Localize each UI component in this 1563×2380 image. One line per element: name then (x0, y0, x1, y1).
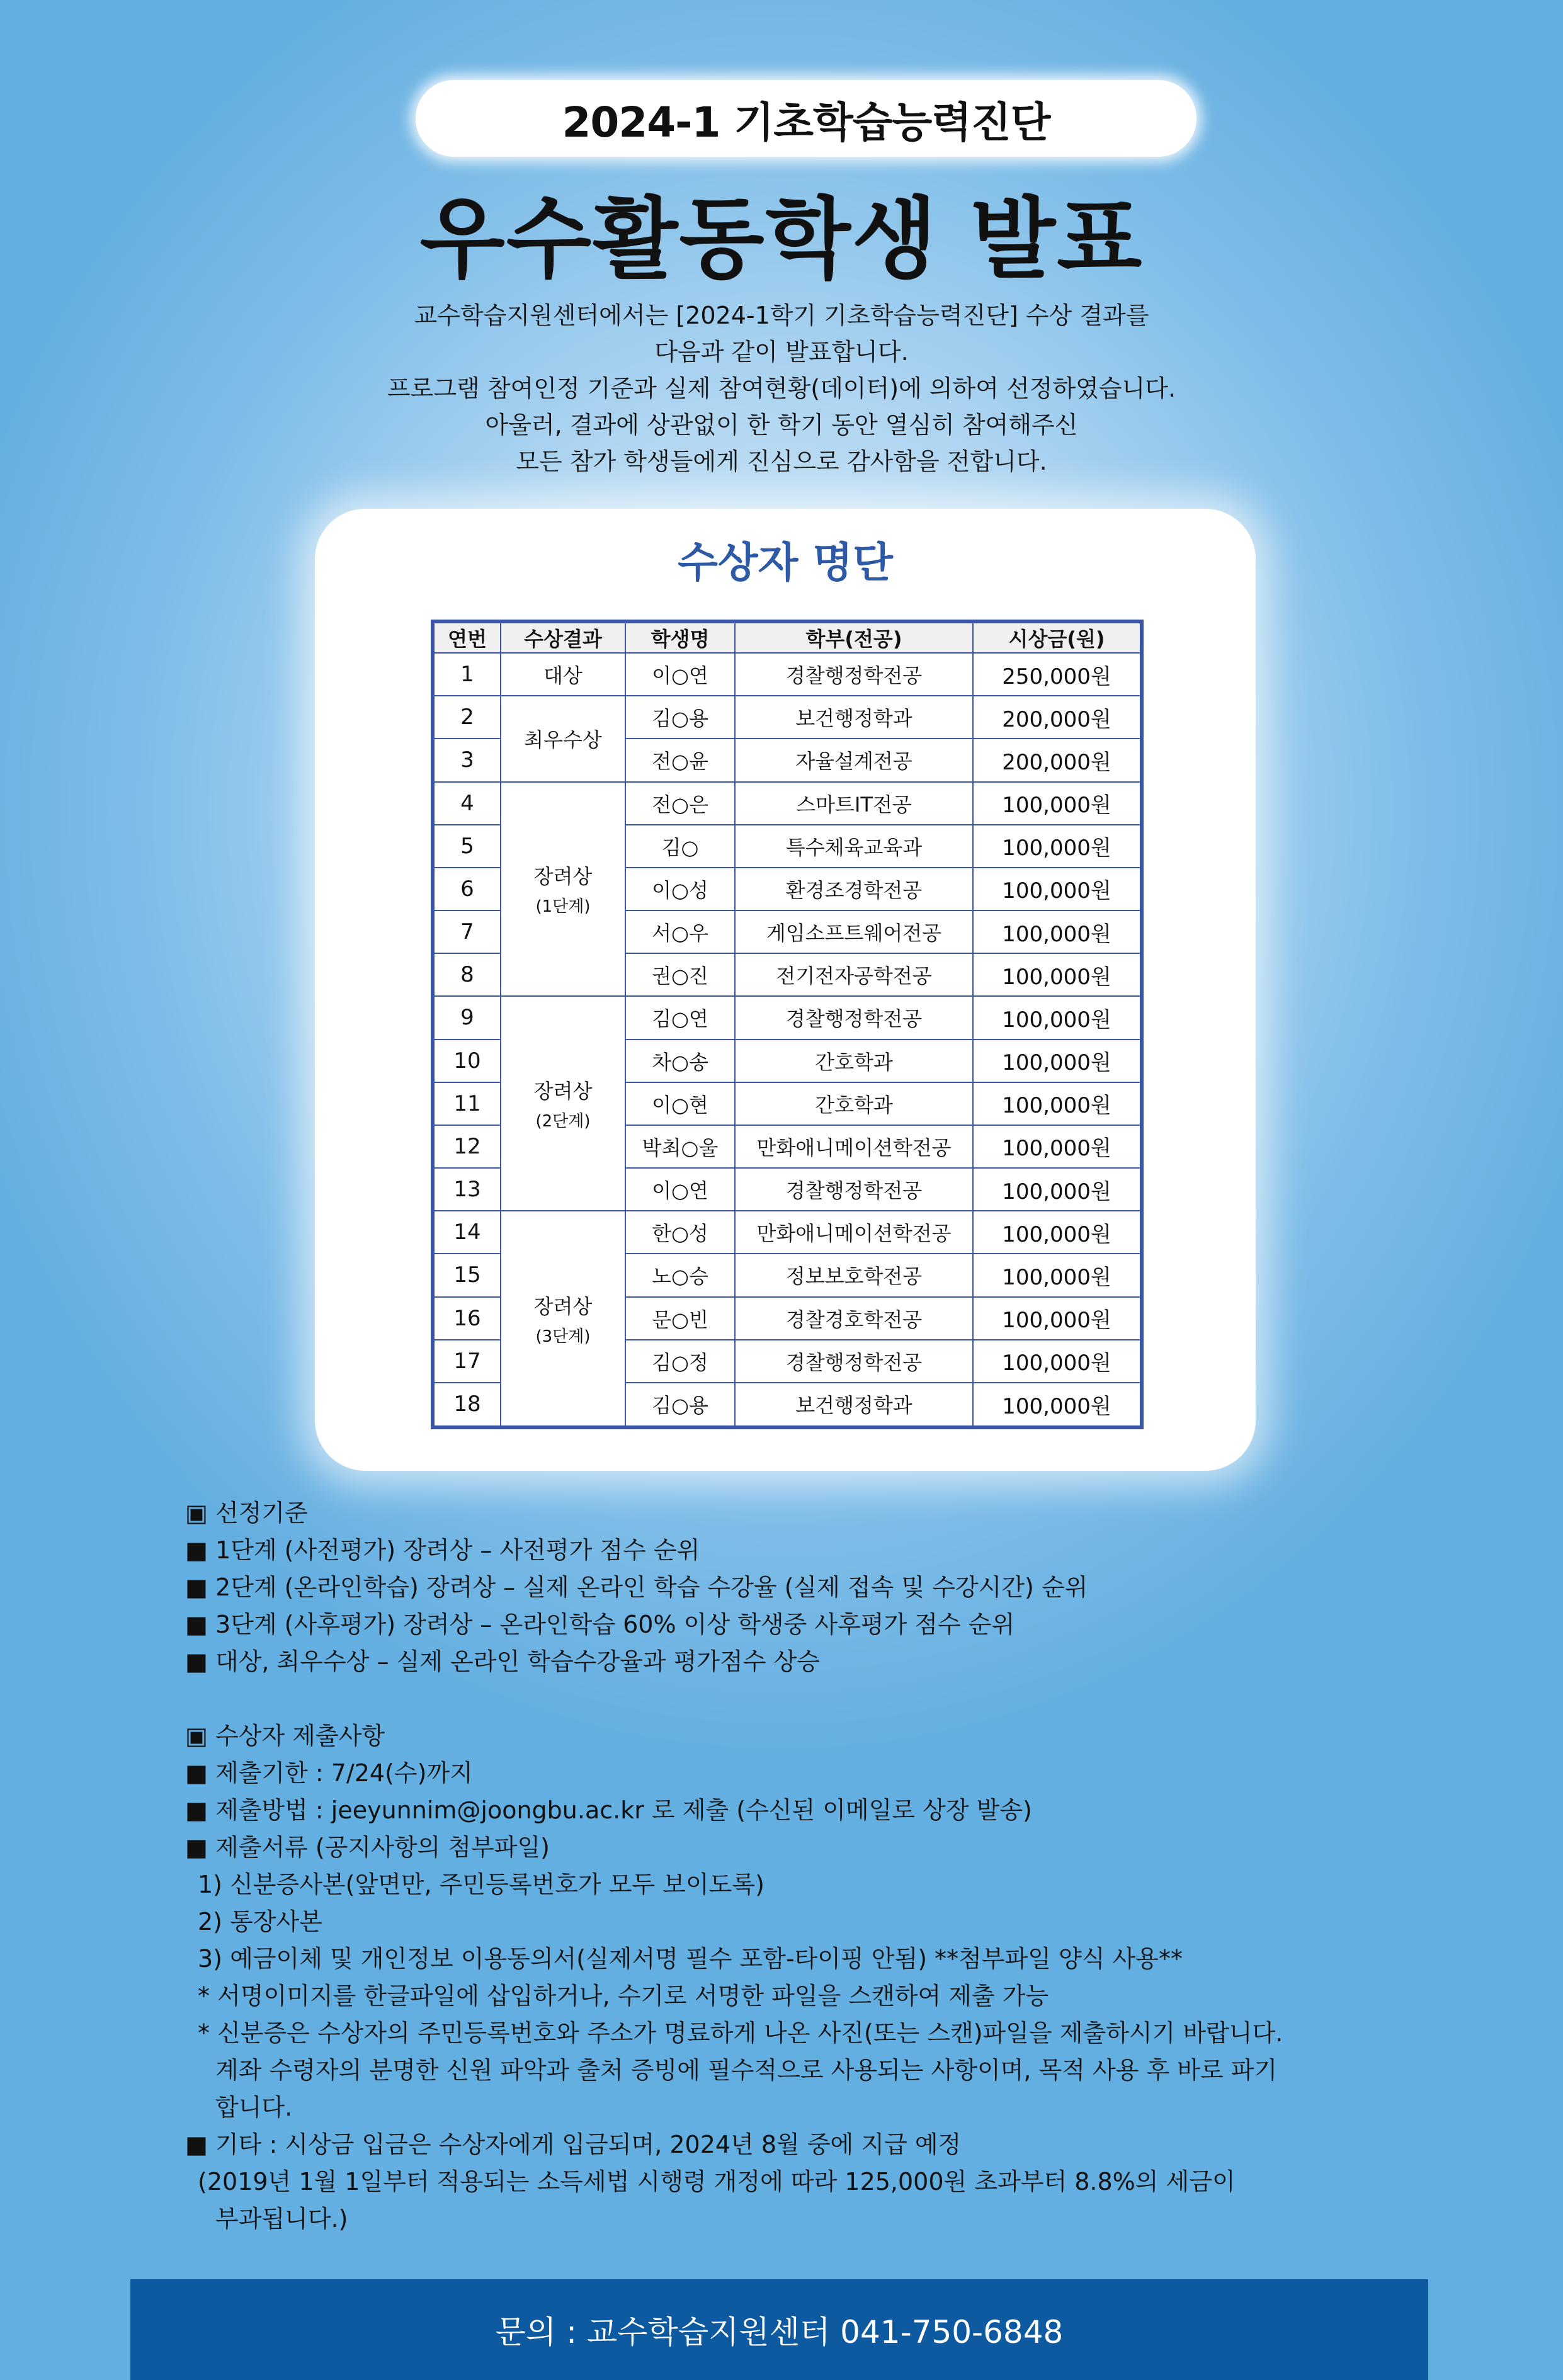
row-number: 9 (433, 996, 501, 1039)
tax-note: 부과됩니다.) (215, 2205, 348, 2233)
intro-line: 다음과 같이 발표합니다. (654, 338, 909, 366)
submission-doc: 1) 신분증사본(앞면만, 주민등록번호가 모두 보이도록) (198, 1871, 764, 1898)
student-major: 경찰행정학전공 (735, 653, 973, 696)
prize-amount: 100,000원 (973, 1254, 1142, 1296)
criteria-item: ■ 2단계 (온라인학습) 장려상 – 실제 온라인 학습 수강율 (실제 접속 및 수강시간) 순위 (185, 1573, 1088, 1601)
student-major: 보건행정학과 (735, 1383, 973, 1427)
student-major: 경찰경호학전공 (735, 1297, 973, 1340)
prize-amount: 100,000원 (973, 953, 1142, 996)
submission-note: * 신분증은 수상자의 주민등록번호와 주소가 명료하게 나온 사진(또는 스캔)파일을 제출하시기 바랍니다. (198, 2019, 1283, 2047)
award-cell (501, 653, 625, 696)
row-number: 16 (433, 1297, 501, 1340)
row-number: 2 (433, 696, 501, 739)
student-name: 전○윤 (625, 739, 735, 781)
submission-etc: ■ 기타 : 시상금 입금은 수상자에게 입금되며, 2024년 8월 중에 지급 예정 (185, 2131, 962, 2158)
row-number: 11 (433, 1082, 501, 1125)
row-number: 6 (433, 868, 501, 910)
prize-amount: 100,000원 (973, 1082, 1142, 1125)
student-name: 서○우 (625, 910, 735, 953)
award-name: 장려상 (533, 864, 593, 889)
student-name: 김○정 (625, 1340, 735, 1383)
table-row (433, 696, 1142, 739)
student-major: 경찰행정학전공 (735, 1340, 973, 1383)
prize-amount: 100,000원 (973, 1125, 1142, 1168)
award-stage: (1단계) (535, 897, 591, 917)
submission-docs-heading: ■ 제출서류 (공지사항의 첨부파일) (185, 1833, 550, 1861)
table-row (433, 653, 1142, 696)
student-name: 차○송 (625, 1040, 735, 1082)
submission-deadline: ■ 제출기한 : 7/24(수)까지 (185, 1759, 473, 1787)
award-cell (501, 696, 625, 781)
student-name: 전○은 (625, 782, 735, 825)
intro-line: 모든 참가 학생들에게 진심으로 감사함을 전합니다. (516, 448, 1047, 475)
row-number: 18 (433, 1383, 501, 1427)
prize-amount: 100,000원 (973, 1340, 1142, 1383)
prize-amount: 100,000원 (973, 1168, 1142, 1211)
subtitle-banner (416, 80, 1196, 157)
row-number: 17 (433, 1340, 501, 1383)
awards-title: 수상자 명단 (678, 538, 893, 587)
student-major: 특수체육교육과 (735, 825, 973, 868)
award-stage: (3단계) (535, 1327, 591, 1346)
student-name: 김○연 (625, 996, 735, 1039)
submission-note: 합니다. (215, 2094, 293, 2121)
tax-note: (2019년 1월 1일부터 적용되는 소득세법 시행령 개정에 따라 125,000원 초과부터 8.8%의 세금이 (198, 2168, 1236, 2196)
student-major: 환경조경학전공 (735, 868, 973, 910)
submission-note: 계좌 수령자의 분명한 신원 파악과 출처 증빙에 필수적으로 사용되는 사항이며, 목적 사용 후 바로 파기 (215, 2056, 1278, 2084)
intro-line: 교수학습지원센터에서는 [2024-1학기 기초학습능력진단] 수상 결과를 (414, 302, 1149, 329)
row-number: 13 (433, 1168, 501, 1211)
student-major: 만화애니메이션학전공 (735, 1211, 973, 1254)
criteria-section (185, 1495, 1088, 1680)
award-name: 대상 (543, 664, 583, 688)
prize-amount: 100,000원 (973, 1383, 1142, 1427)
student-name: 권○진 (625, 953, 735, 996)
prize-amount: 200,000원 (973, 739, 1142, 781)
submission-doc: 3) 예금이체 및 개인정보 이용동의서(실제서명 필수 포함-타이핑 안됨) **첨부파일 양식 사용** (198, 1945, 1183, 1973)
award-name: 장려상 (533, 1294, 593, 1318)
subtitle: 2024-1 기초학습능력진단 (562, 98, 1050, 147)
prize-amount: 100,000원 (973, 782, 1142, 825)
criteria-item: ■ 3단계 (사후평가) 장려상 – 온라인학습 60% 이상 학생중 사후평가 점수 순위 (185, 1611, 1015, 1638)
award-cell (501, 1211, 625, 1427)
row-number: 8 (433, 953, 501, 996)
column-header: 연번 (433, 621, 501, 653)
student-name: 김○용 (625, 1383, 735, 1427)
submission-heading: ▣ 수상자 제출사항 (185, 1722, 385, 1750)
column-header: 수상결과 (501, 621, 625, 653)
table-row (433, 782, 1142, 825)
column-header: 시상금(원) (973, 621, 1142, 653)
row-number: 3 (433, 739, 501, 781)
student-major: 자율설계전공 (735, 739, 973, 781)
student-major: 경찰행정학전공 (735, 996, 973, 1039)
submission-section (185, 1718, 1283, 2238)
student-name: 노○승 (625, 1254, 735, 1296)
student-major: 보건행정학과 (735, 696, 973, 739)
student-name: 이○연 (625, 1168, 735, 1211)
student-major: 정보보호학전공 (735, 1254, 973, 1296)
contact-footer (130, 2279, 1428, 2380)
prize-amount: 100,000원 (973, 1040, 1142, 1082)
awards-card (315, 509, 1256, 1471)
student-name: 이○현 (625, 1082, 735, 1125)
prize-amount: 100,000원 (973, 1211, 1142, 1254)
student-name: 이○연 (625, 653, 735, 696)
prize-amount: 200,000원 (973, 696, 1142, 739)
student-name: 이○성 (625, 868, 735, 910)
page-title: 우수활동학생 발표 (419, 188, 1144, 291)
intro-text (0, 297, 1563, 480)
award-cell (501, 782, 625, 997)
row-number: 10 (433, 1040, 501, 1082)
table-row (433, 1211, 1142, 1254)
student-name: 김○ (625, 825, 735, 868)
student-major: 만화애니메이션학전공 (735, 1125, 973, 1168)
criteria-item: ■ 1단계 (사전평가) 장려상 – 사전평가 점수 순위 (185, 1536, 700, 1564)
row-number: 7 (433, 910, 501, 953)
submission-note: * 서명이미지를 한글파일에 삽입하거나, 수기로 서명한 파일을 스캔하여 제출 가능 (198, 1982, 1049, 2010)
row-number: 15 (433, 1254, 501, 1296)
student-major: 게임소프트웨어전공 (735, 910, 973, 953)
student-name: 한○성 (625, 1211, 735, 1254)
submission-method: ■ 제출방법 : jeeyunnim@joongbu.ac.kr 로 제출 (수신된 이메일로 상장 발송) (185, 1796, 1032, 1824)
student-major: 전기전자공학전공 (735, 953, 973, 996)
row-number: 4 (433, 782, 501, 825)
row-number: 14 (433, 1211, 501, 1254)
prize-amount: 100,000원 (973, 868, 1142, 910)
row-number: 12 (433, 1125, 501, 1168)
prize-amount: 100,000원 (973, 1297, 1142, 1340)
award-name: 장려상 (533, 1079, 593, 1104)
student-name: 문○빈 (625, 1297, 735, 1340)
intro-line: 프로그램 참여인정 기준과 실제 참여현황(데이터)에 의하여 선정하였습니다. (387, 375, 1176, 402)
submission-doc: 2) 통장사본 (198, 1908, 322, 1935)
student-name: 김○용 (625, 696, 735, 739)
student-major: 간호학과 (735, 1082, 973, 1125)
criteria-heading: ▣ 선정기준 (185, 1499, 308, 1527)
student-major: 간호학과 (735, 1040, 973, 1082)
prize-amount: 250,000원 (973, 653, 1142, 696)
prize-amount: 100,000원 (973, 910, 1142, 953)
criteria-item: ■ 대상, 최우수상 – 실제 온라인 학습수강율과 평가점수 상승 (185, 1648, 820, 1675)
prize-amount: 100,000원 (973, 996, 1142, 1039)
table-header-row (433, 621, 1142, 653)
row-number: 5 (433, 825, 501, 868)
student-name: 박최○울 (625, 1125, 735, 1168)
award-name: 최우수상 (524, 728, 602, 752)
contact-info: 문의 : 교수학습지원센터 041-750-6848 (495, 2314, 1064, 2350)
row-number: 1 (433, 653, 501, 696)
award-cell (501, 996, 625, 1211)
student-major: 스마트IT전공 (735, 782, 973, 825)
awards-table (431, 620, 1144, 1429)
column-header: 학부(전공) (735, 621, 973, 653)
intro-line: 아울러, 결과에 상관없이 한 학기 동안 열심히 참여해주신 (485, 411, 1078, 439)
table-row (433, 996, 1142, 1039)
column-header: 학생명 (625, 621, 735, 653)
prize-amount: 100,000원 (973, 825, 1142, 868)
student-major: 경찰행정학전공 (735, 1168, 973, 1211)
award-stage: (2단계) (535, 1112, 591, 1131)
